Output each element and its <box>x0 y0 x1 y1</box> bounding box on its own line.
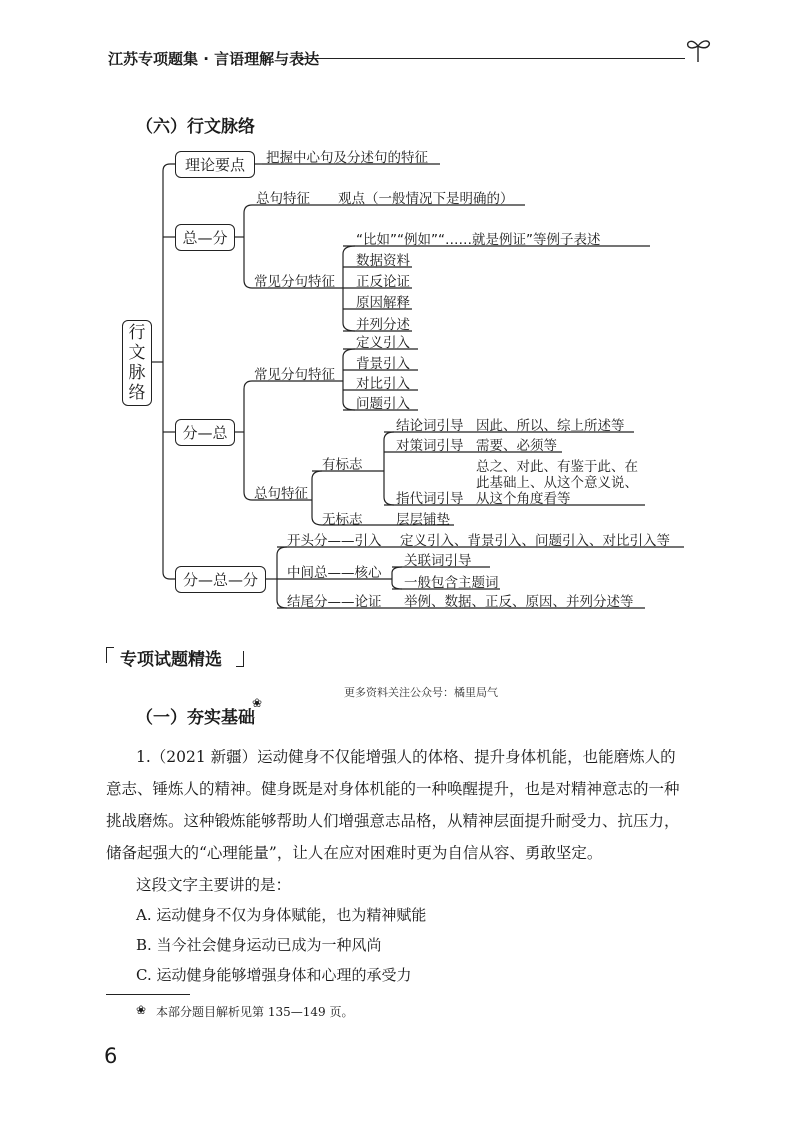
node-zongfen: 总—分 <box>175 224 235 251</box>
lilun-leaf: 把握中心句及分述句的特征 <box>266 150 428 166</box>
zongfen-leaf: 正反论证 <box>356 274 410 290</box>
zongfen-leaf: “比如”“例如”“……就是例证”等例子表述 <box>356 232 601 248</box>
question-line: 挑战磨炼。这种锻炼能够帮助人们增强意志品格，从精神层面提升耐受力、抗压力， <box>106 812 680 830</box>
question-prompt: 这段文字主要讲的是： <box>136 876 292 894</box>
fenzong-zongju: 总句特征 <box>254 486 308 502</box>
header-title: 江苏专项题集 · 言语理解与表达 <box>108 50 320 68</box>
fzf-jiewei: 结尾分——论证 <box>287 594 382 610</box>
footnote-rule <box>106 994 190 995</box>
sub-title: （一）夯实基础 <box>136 708 255 728</box>
watermark: 更多资料关注公众号：橘里局气 <box>344 686 498 699</box>
page-number: 6 <box>104 1044 118 1068</box>
fzf-kaitou-leaf: 定义引入、背景引入、问题引入、对比引入等 <box>400 533 670 549</box>
biaozhi-text: 从这个角度看等 <box>476 491 571 507</box>
footnote-flower-icon: ❀ <box>136 1003 147 1017</box>
fzf-jiewei-leaf: 举例、数据、正反、原因、并列分述等 <box>404 594 634 610</box>
section-title: （六）行文脉络 <box>136 117 255 137</box>
biaozhi-label: 指代词引导 <box>396 491 464 507</box>
biaozhi-text: 总之、对此、有鉴于此、在 <box>476 459 638 475</box>
node-fenzong: 分—总 <box>175 419 235 446</box>
fenzong-leaf: 背景引入 <box>356 356 410 372</box>
fenzong-leaf: 对比引入 <box>356 376 410 392</box>
special-title: 专项试题精选 <box>120 650 222 670</box>
fzf-kaitou: 开头分——引入 <box>287 533 382 549</box>
zongfen-fenju: 常见分句特征 <box>254 274 335 290</box>
wubiaozhi-leaf: 层层铺垫 <box>396 512 450 528</box>
zongfen-leaf: 数据资料 <box>356 253 410 269</box>
mindmap-root: 行文脉络 <box>122 320 152 406</box>
fzf-zhongjian: 中间总——核心 <box>287 565 382 581</box>
zongfen-zongju-leaf: 观点（一般情况下是明确的） <box>338 191 514 207</box>
question-line: 储备起强大的“心理能量”，让人在应对困难时更为自信从容、勇敢坚定。 <box>106 844 603 862</box>
fenzong-wubiaozhi: 无标志 <box>322 512 363 528</box>
option-a[interactable]: A. 运动健身不仅为身体赋能，也为精神赋能 <box>136 906 427 924</box>
flower-icon: ❀ <box>252 696 263 710</box>
biaozhi-label: 结论词引导 <box>396 418 464 434</box>
bracket-open <box>106 647 114 663</box>
fenzong-fenju: 常见分句特征 <box>254 367 335 383</box>
biaozhi-text: 因此、所以、综上所述等 <box>476 418 625 434</box>
biaozhi-text: 此基础上、从这个意义说、 <box>476 475 638 491</box>
option-b[interactable]: B. 当今社会健身运动已成为一种风尚 <box>136 936 382 954</box>
option-c[interactable]: C. 运动健身能够增强身体和心理的承受力 <box>136 966 412 984</box>
biaozhi-text: 需要、必须等 <box>476 438 557 454</box>
zongfen-leaf: 原因解释 <box>356 295 410 311</box>
question-line: 1.（2021 新疆）运动健身不仅能增强人的体格、提升身体机能，也能磨炼人的 <box>136 748 676 766</box>
fzf-zhongjian-leaf: 一般包含主题词 <box>404 575 499 591</box>
fzf-zhongjian-leaf: 关联词引导 <box>404 553 472 569</box>
node-fenzongfen: 分—总—分 <box>175 566 266 593</box>
question-line: 意志、锤炼人的精神。健身既是对身体机能的一种唤醒提升，也是对精神意志的一种 <box>106 780 680 798</box>
node-lilun: 理论要点 <box>175 151 255 178</box>
fenzong-biaozhi: 有标志 <box>322 457 363 473</box>
footnote-text: 本部分题目解析见第 135—149 页。 <box>156 1005 354 1019</box>
biaozhi-label: 对策词引导 <box>396 438 464 454</box>
fenzong-leaf: 问题引入 <box>356 396 410 412</box>
bracket-close <box>236 651 244 667</box>
zongfen-zongju: 总句特征 <box>256 191 310 207</box>
fenzong-leaf: 定义引入 <box>356 335 410 351</box>
zongfen-leaf: 并列分述 <box>356 317 410 333</box>
